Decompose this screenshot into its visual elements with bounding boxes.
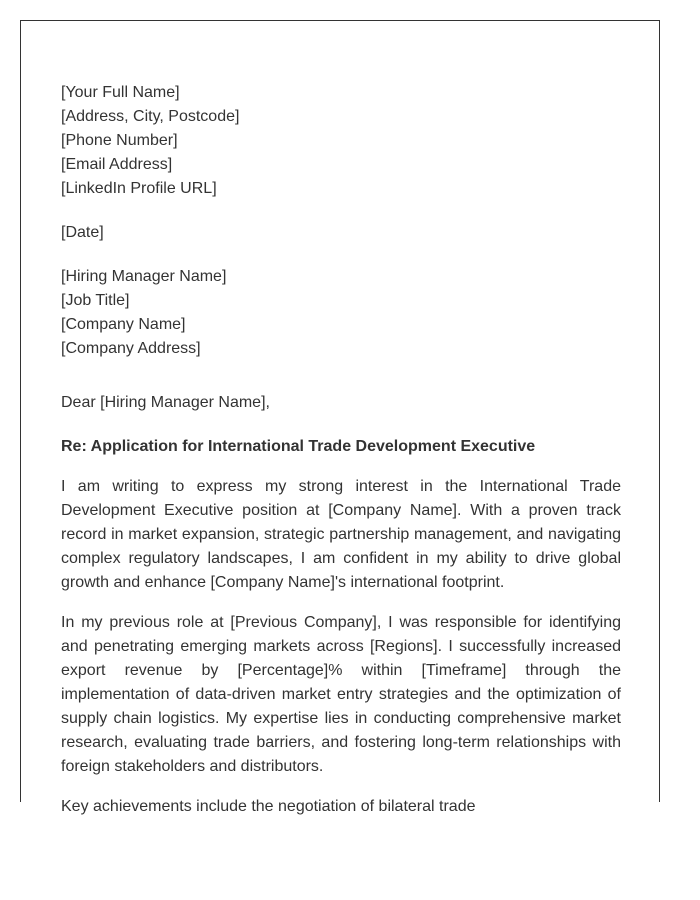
salutation: Dear [Hiring Manager Name], <box>61 394 270 411</box>
sender-linkedin: [LinkedIn Profile URL] <box>61 180 217 197</box>
letter-page <box>20 20 660 815</box>
salutation-block <box>61 391 621 415</box>
recipient-title: [Job Title] <box>61 292 130 309</box>
body-paragraph-2: In my previous role at [Previous Company], I was responsible for identifying and penetrating emerging markets across [Regions]. I successfully increased export revenue by [Percentage]% within [Timeframe] through the implementation of data-driven market entry strategies and the optimization of supply chain logistics. My expertise lies in conducting comprehensive market research, evaluating trade barriers, and fostering long-term relationships with foreign stakeholders and distributors. <box>61 614 621 775</box>
recipient-company: [Company Name] <box>61 316 186 333</box>
recipient-block <box>61 265 621 361</box>
sender-name: [Your Full Name] <box>61 84 180 101</box>
sender-phone: [Phone Number] <box>61 132 178 149</box>
body-paragraph-1: I am writing to express my strong interest in the International Trade Development Executive position at [Company Name]. With a proven track record in market expansion, strategic partnership management, and navigating complex regulatory landscapes, I am confident in my ability to drive global growth and enhance [Company Name]'s international footprint. <box>61 478 621 591</box>
date-block <box>61 221 621 245</box>
sender-email: [Email Address] <box>61 156 173 173</box>
body-paragraph-3: Key achievements include the negotiation of bilateral trade <box>61 798 476 815</box>
recipient-address: [Company Address] <box>61 340 201 357</box>
letter-date: [Date] <box>61 224 104 241</box>
recipient-name: [Hiring Manager Name] <box>61 268 227 285</box>
sender-block <box>61 81 621 201</box>
letter-content <box>61 81 621 819</box>
subject-line: Re: Application for International Trade Development Executive <box>61 438 536 455</box>
sender-address: [Address, City, Postcode] <box>61 108 240 125</box>
